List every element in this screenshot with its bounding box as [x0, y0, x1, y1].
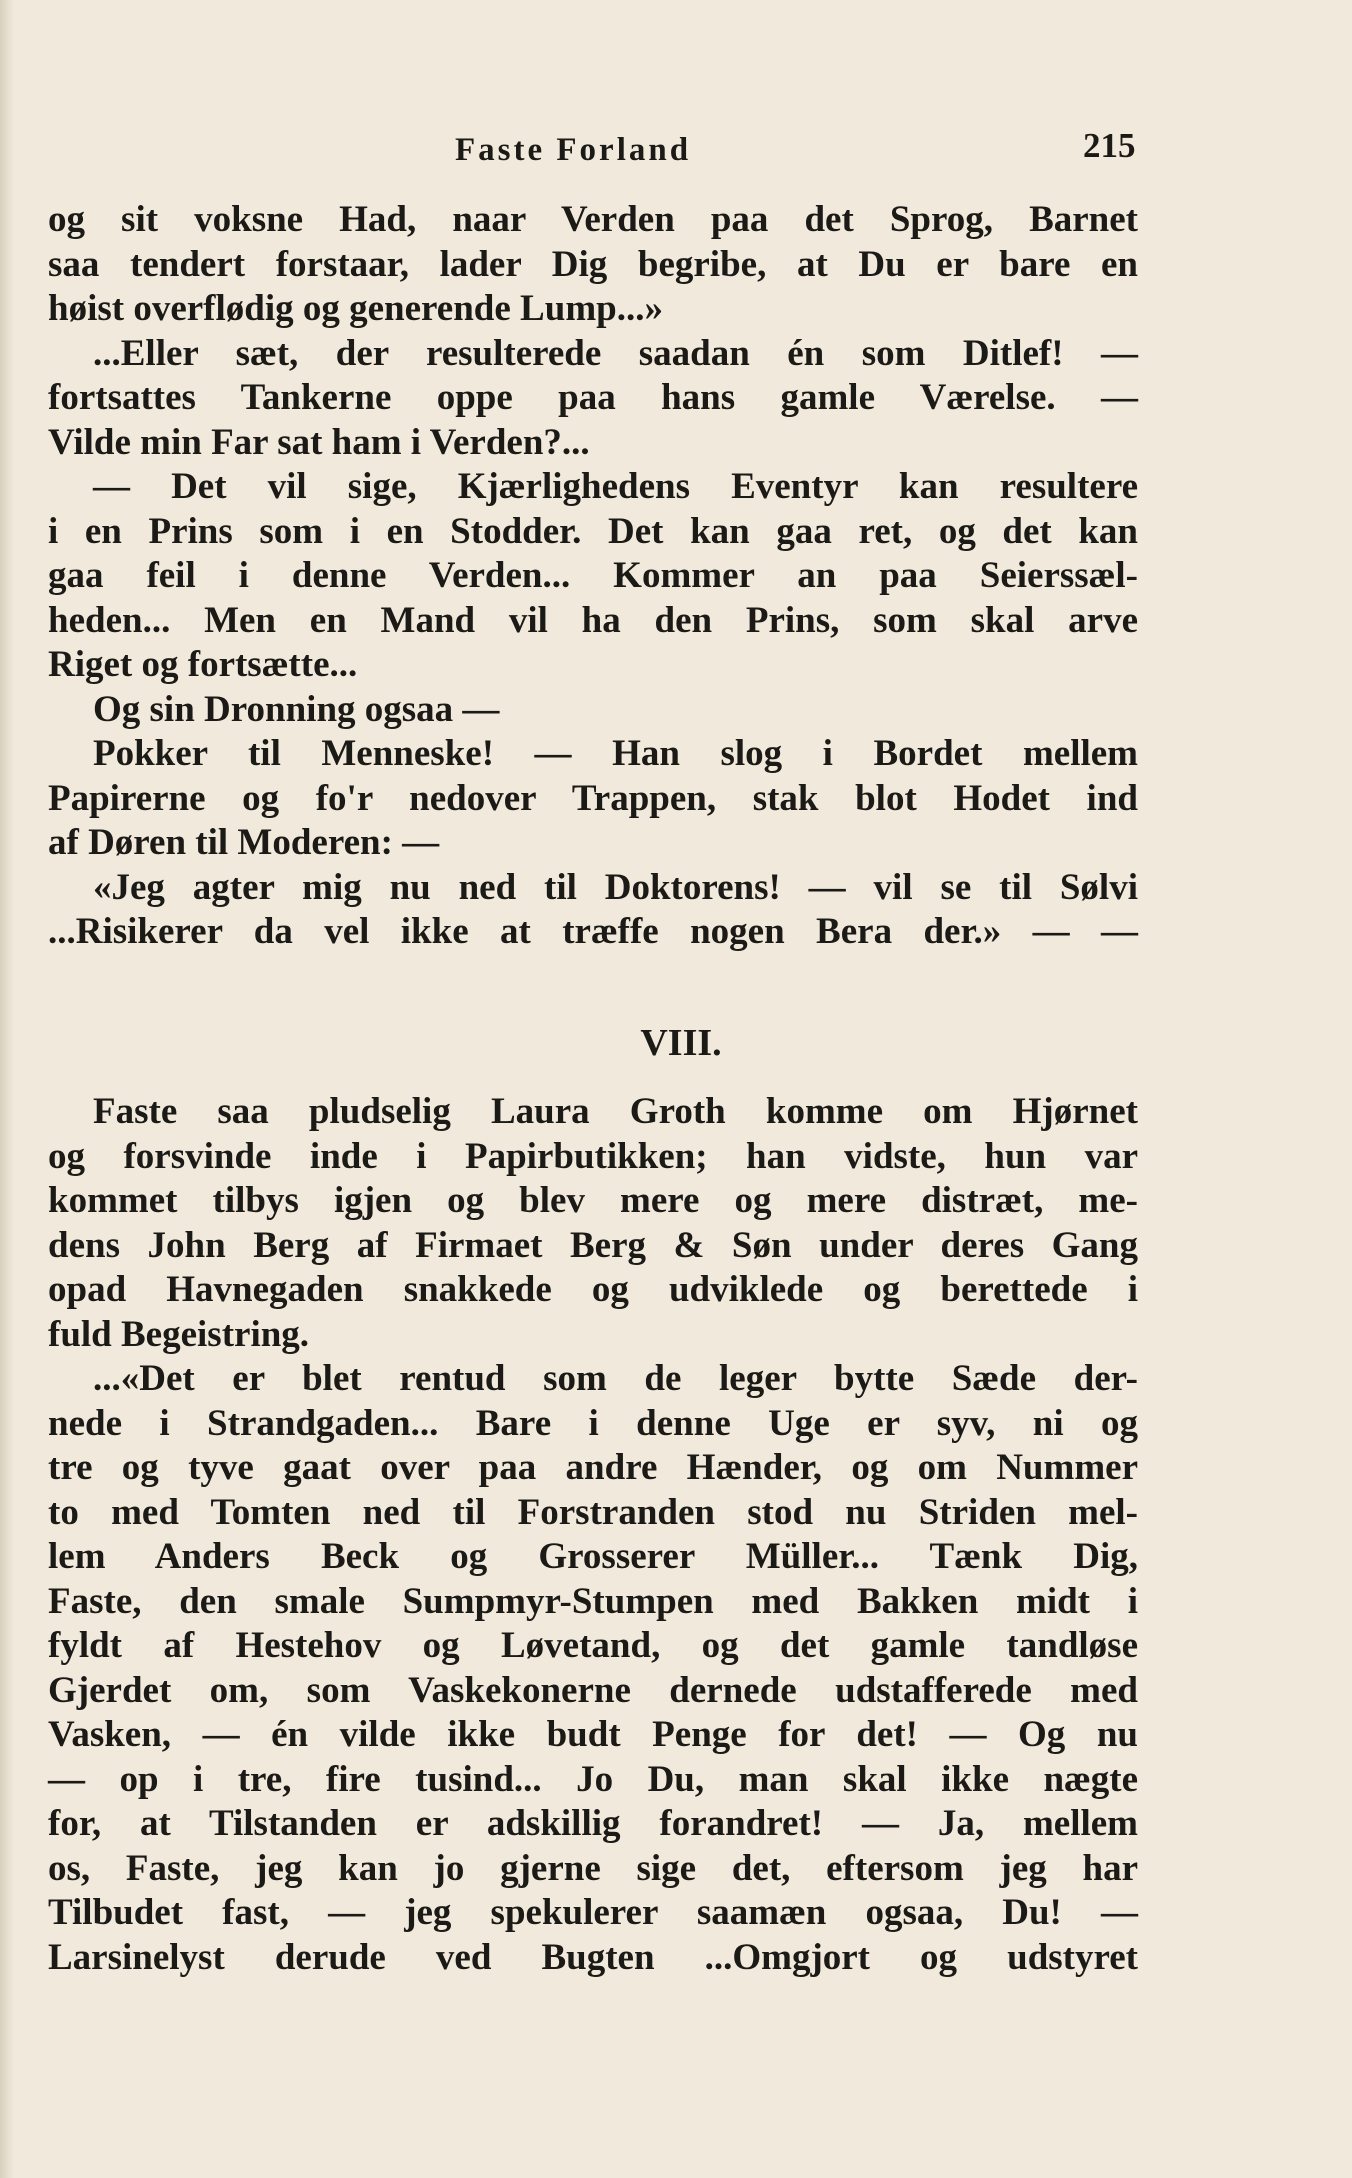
page-number: 215	[1083, 126, 1136, 165]
text-line: og forsvinde inde i Papirbutikken; han vidste, hun var	[48, 1135, 1138, 1177]
text-line: af Døren til Moderen: —	[48, 822, 440, 863]
text-line: ...«Det er blet rentud som de leger bytte Sæde der-	[93, 1358, 1138, 1399]
text-line: Riget og fortsætte...	[48, 644, 358, 685]
text-line: fuld Begeistring.	[48, 1313, 310, 1355]
text-line: høist overflødig og generende Lump...»	[48, 288, 663, 329]
text-line: Pokker til Menneske! — Han slog i Bordet mellem	[93, 733, 1138, 774]
text-line: heden... Men en Mand vil ha den Prins, som skal arve	[48, 599, 1138, 641]
text-line: Gjerdet om, som Vaskekonerne dernede udstafferede med	[48, 1669, 1138, 1711]
text-line: fortsattes Tankerne oppe paa hans gamle Værelse. —	[48, 377, 1138, 418]
text-line: Larsinelyst derude ved Bugten ...Omgjort og udstyret	[48, 1936, 1138, 1978]
text-line: i en Prins som i en Stodder. Det kan gaa ret, og det kan	[48, 510, 1138, 552]
text-block-before-chapter	[48, 198, 1138, 955]
text-line: og sit voksne Had, naar Verden paa det Sprog, Barnet	[48, 199, 1138, 240]
text-line: «Jeg agter mig nu ned til Doktorens! — vil se til Sølvi	[93, 866, 1138, 908]
text-line: Faste, den smale Sumpmyr-Stumpen med Bakken midt i	[48, 1580, 1138, 1622]
chapter-heading: VIII.	[640, 1022, 722, 1064]
text-line: Og sin Dronning ogsaa —	[93, 688, 500, 730]
text-line: ...Risikerer da vel ikke at træffe nogen Bera der.» — —	[48, 911, 1138, 952]
text-line: saa tendert forstaar, lader Dig begribe, at Du er bare en	[48, 243, 1138, 285]
text-line: to med Tomten ned til Forstranden stod nu Striden mel-	[48, 1491, 1138, 1533]
text-line: Papirerne og fo'r nedover Trappen, stak blot Hodet ind	[48, 777, 1138, 819]
text-line: — Det vil sige, Kjærlighedens Eventyr kan resultere	[93, 466, 1138, 507]
text-line: fyldt af Hestehov og Løvetand, og det gamle tandløse	[48, 1625, 1138, 1666]
text-line: Faste saa pludselig Laura Groth komme om Hjørnet	[93, 1091, 1138, 1132]
running-head	[0, 126, 1352, 176]
page-edge-shadow	[0, 0, 14, 2178]
text-line: kommet tilbys igjen og blev mere og mere distræt, me-	[48, 1180, 1138, 1221]
text-line: Vilde min Far sat ham i Verden?...	[48, 421, 590, 463]
running-title: Faste Forland	[455, 132, 692, 168]
text-block-chapter-eight	[48, 1090, 1138, 1980]
text-line: nede i Strandgaden... Bare i denne Uge er syv, ni og	[48, 1402, 1138, 1444]
text-line: dens John Berg af Firmaet Berg & Søn under deres Gang	[48, 1224, 1138, 1266]
text-line: Vasken, — én vilde ikke budt Penge for det! — Og nu	[48, 1714, 1138, 1755]
text-line: os, Faste, jeg kan jo gjerne sige det, eftersom jeg har	[48, 1847, 1138, 1889]
text-line: opad Havnegaden snakkede og udviklede og berettede i	[48, 1269, 1138, 1310]
text-line: Tilbudet fast, — jeg spekulerer saamæn ogsaa, Du! —	[48, 1892, 1138, 1933]
text-line: gaa feil i denne Verden... Kommer an paa Seierssæl-	[48, 555, 1138, 596]
text-line: — op i tre, fire tusind... Jo Du, man skal ikke nægte	[48, 1758, 1138, 1800]
text-line: for, at Tilstanden er adskillig forandret! — Ja, mellem	[48, 1803, 1138, 1844]
text-line: tre og tyve gaat over paa andre Hænder, og om Nummer	[48, 1447, 1138, 1488]
text-line: ...Eller sæt, der resulterede saadan én som Ditlef! —	[93, 332, 1138, 374]
text-line: lem Anders Beck og Grosserer Müller... Tænk Dig,	[48, 1536, 1138, 1577]
